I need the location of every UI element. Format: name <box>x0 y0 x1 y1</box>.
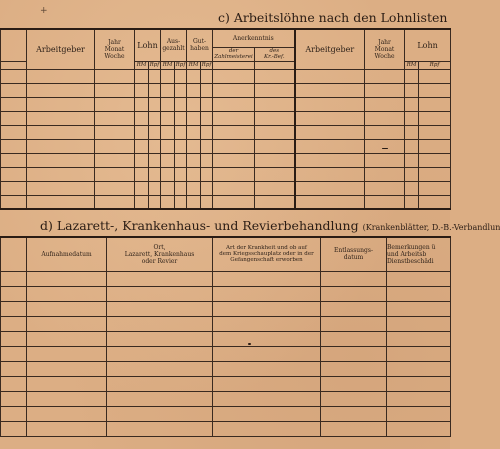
col-lohn-2-label: Lohn <box>417 40 438 50</box>
col-jahr-2-label: Jahr Monat Woche <box>374 38 395 60</box>
table-row <box>1 83 451 97</box>
col-lohn <box>135 29 161 61</box>
col-bemerkungen <box>387 237 451 271</box>
table-row <box>1 111 451 125</box>
rm-2: RM <box>161 61 175 69</box>
rpf-1: Rpf <box>149 62 160 68</box>
col-jahr-2 <box>365 29 405 69</box>
col-arbeitgeber-2-label: Arbeitgeber <box>305 44 355 54</box>
section-c-title: c) Arbeitslöhne nach den Lohnlisten <box>218 10 448 25</box>
wage-table <box>0 28 451 210</box>
col-ort <box>107 237 213 271</box>
table-row <box>1 97 451 111</box>
blank-head-d <box>1 237 27 271</box>
hospital-table <box>0 236 451 437</box>
corner-mark: + <box>40 6 48 16</box>
section-d-title-sub: (Krankenblätter, D.-B.-Verbandlun <box>362 223 500 232</box>
section-d-title-main: d) Lazarett-, Krankenhaus- und Revierbehandlung <box>40 218 359 233</box>
table-row <box>1 153 451 167</box>
col-des-krbef-label: des Kr.-Bef. <box>263 48 285 60</box>
col-entlassung <box>321 237 387 271</box>
table-row <box>1 346 451 361</box>
col-arbeitgeber-2 <box>295 29 365 69</box>
table-row <box>1 331 451 346</box>
table-row <box>1 421 451 436</box>
col-anerkenntnis <box>213 29 295 47</box>
rpf-2: Rpf <box>175 62 186 68</box>
col-der-zahlmeisterei-label: der Zahlmeisterei <box>214 48 253 60</box>
col-lohn-2 <box>405 29 451 61</box>
blank-head <box>1 29 27 61</box>
col-arbeitgeber <box>27 29 95 69</box>
rm-4: RM <box>405 61 419 69</box>
table-row <box>1 167 451 181</box>
col-ausgezahlt <box>161 29 187 61</box>
ink-dot <box>248 343 251 345</box>
table-row <box>1 125 451 139</box>
col-jahr-label: Jahr Monat Woche <box>104 38 125 60</box>
table-row <box>1 181 451 195</box>
col-des-krbef <box>255 47 295 61</box>
table-row <box>1 271 451 286</box>
rm-3: RM <box>187 61 201 69</box>
table-row <box>1 195 451 209</box>
sub-blank-b <box>255 61 295 69</box>
col-bemerkungen-label: Bemerkungen ü und Arbeitsb Dienstbeschädi <box>387 243 436 265</box>
rpf-3: Rpf <box>201 62 212 68</box>
col-guthaben-label: Gut- haben <box>190 38 209 53</box>
col-art-label: Art der Krankheit und ob auf dem Kriegsschauplatz oder in der Gefangenschaft erworben <box>219 245 314 264</box>
rm-1: RM <box>135 61 149 69</box>
rpf-4: Rpf <box>419 61 451 69</box>
blank-sub <box>1 61 27 69</box>
col-aufnahmedatum <box>27 237 107 271</box>
table-row <box>1 139 451 153</box>
col-guthaben <box>187 29 213 61</box>
col-ort-label: Ort, Lazarett, Krankenhaus oder Revier <box>124 243 195 265</box>
col-ausgezahlt-label: Aus- gezahlt <box>162 38 185 53</box>
table-row <box>1 376 451 391</box>
col-anerkenntnis-label: Anerkenntnis <box>232 34 274 42</box>
col-lohn-label: Lohn <box>137 40 158 50</box>
table-row <box>1 286 451 301</box>
col-arbeitgeber-label: Arbeitgeber <box>36 44 85 54</box>
table-row <box>1 301 451 316</box>
ink-dot <box>382 148 388 149</box>
col-entlassung-label: Entlassungs- datum <box>334 247 373 262</box>
col-jahr <box>95 29 135 69</box>
col-art <box>213 237 321 271</box>
table-row <box>1 391 451 406</box>
table-row <box>1 361 451 376</box>
col-aufnahmedatum-label: Aufnahmedatum <box>41 250 92 258</box>
table-row <box>1 316 451 331</box>
table-row <box>1 69 451 83</box>
col-der-zahlmeisterei <box>213 47 255 61</box>
sub-blank-a <box>213 61 255 69</box>
table-row <box>1 406 451 421</box>
section-d-title <box>40 218 500 233</box>
